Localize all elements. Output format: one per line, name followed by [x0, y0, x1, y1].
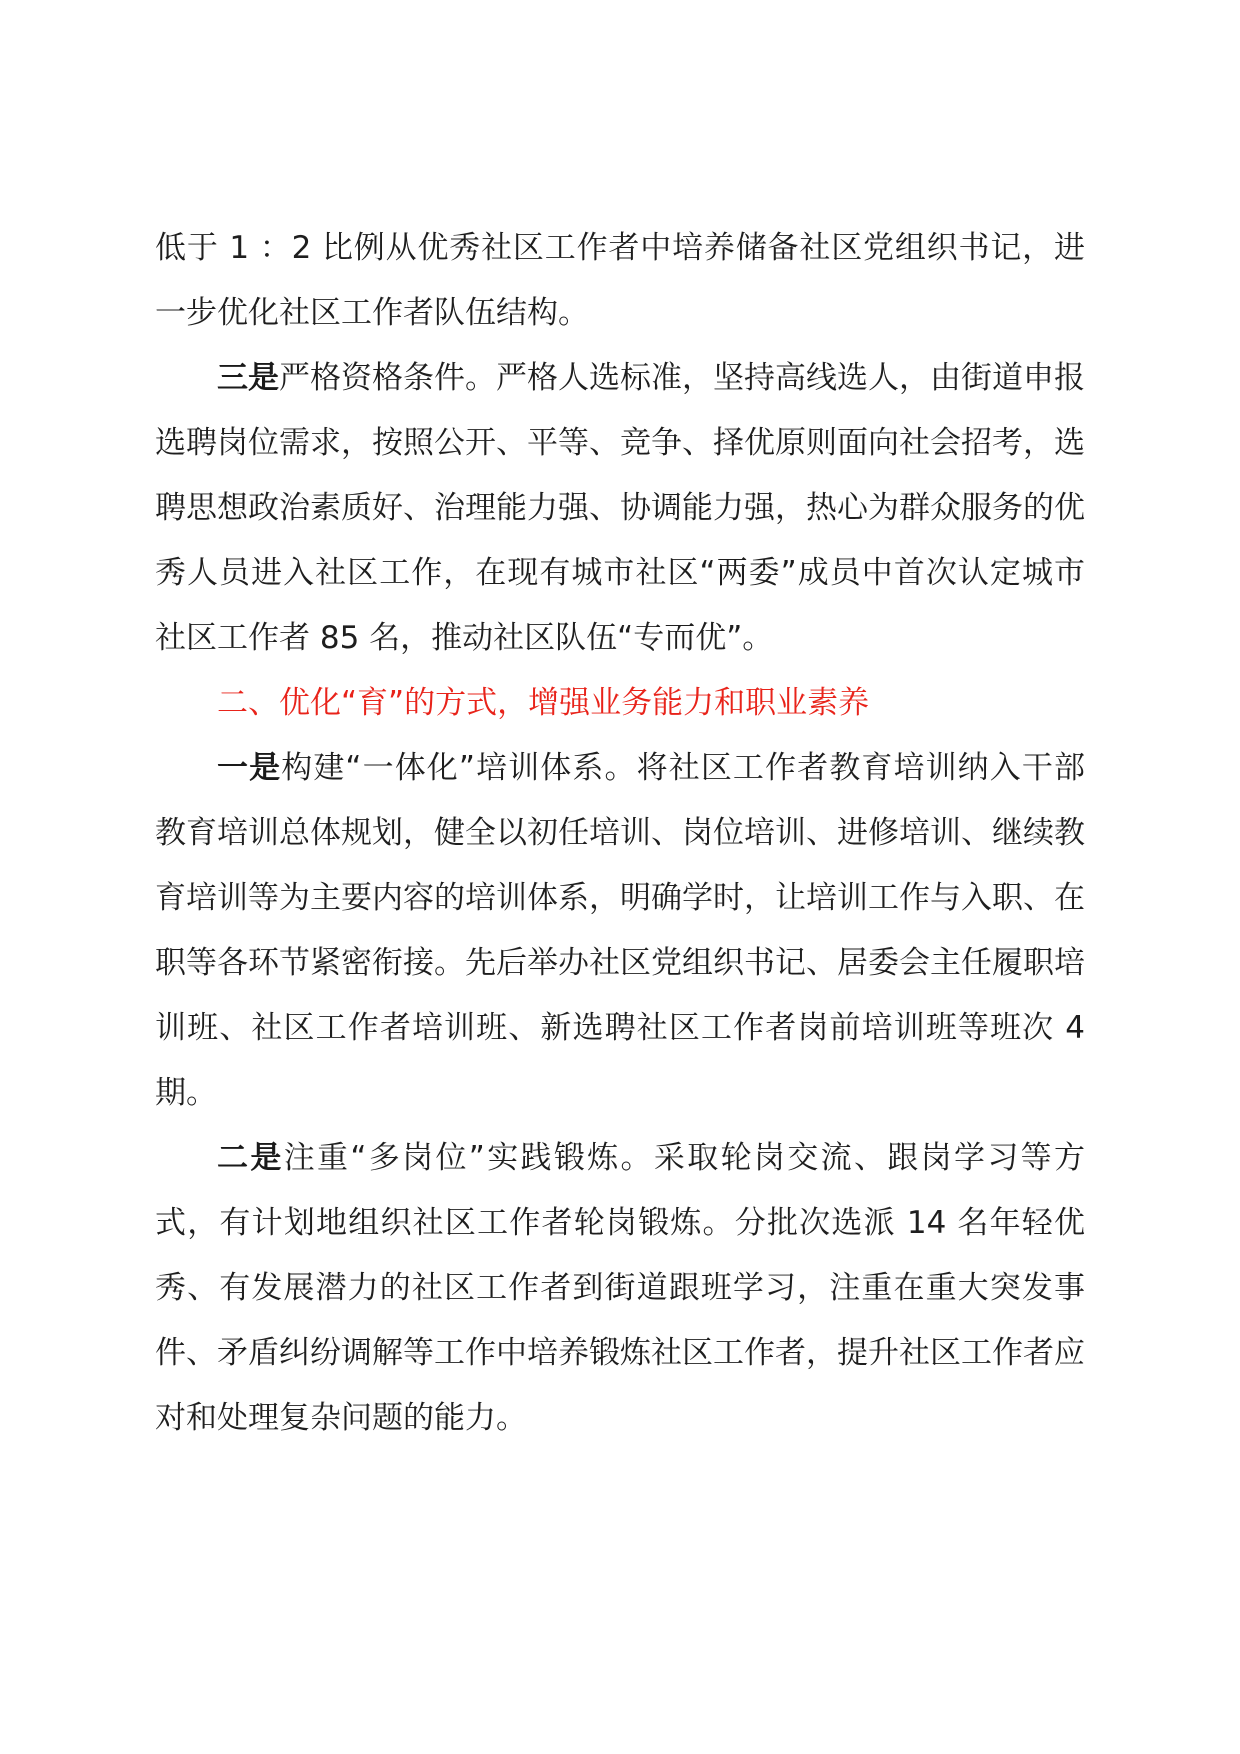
paragraph-lead: 三是 — [217, 360, 279, 396]
section-heading — [155, 671, 1085, 736]
document-body — [155, 216, 1085, 1451]
paragraph-lead: 一是 — [217, 750, 282, 786]
paragraph-text: 注重“多岗位”实践锻炼。采取轮岗交流、跟岗学习等方式，有计划地组织社区工作者轮岗锻炼。分批次选派 14 名年轻优秀、有发展潜力的社区工作者到街道跟班学习，注重在重大突发事件、矛盾纠纷调解等工作中培养锻炼社区工作者，提升社区工作者应对和处理复杂问题的能力。 — [155, 1140, 1085, 1436]
paragraph-point-three — [155, 346, 1085, 671]
section-heading-text: 二、优化“育”的方式，增强业务能力和职业素养 — [217, 685, 870, 721]
paragraph-continuation — [155, 216, 1085, 346]
paragraph-text: 低于 1 ：2 比例从优秀社区工作者中培养储备社区党组织书记，进一步优化社区工作者队伍结构。 — [155, 230, 1085, 331]
paragraph-lead: 二是 — [217, 1140, 284, 1176]
paragraph-text: 构建“一体化”培训体系。将社区工作者教育培训纳入干部教育培训总体规划，健全以初任培训、岗位培训、进修培训、继续教育培训等为主要内容的培训体系，明确学时，让培训工作与入职、在职等各环节紧密衔接。先后举办社区党组织书记、居委会主任履职培训班、社区工作者培训班、新选聘社区工作者岗前培训班等班次 4 期。 — [155, 750, 1085, 1111]
paragraph-point-two — [155, 1126, 1085, 1451]
paragraph-point-one — [155, 736, 1085, 1126]
paragraph-text: 严格资格条件。严格人选标准，坚持高线选人，由街道申报选聘岗位需求，按照公开、平等、竞争、择优原则面向社会招考，选聘思想政治素质好、治理能力强、协调能力强，热心为群众服务的优秀人员进入社区工作，在现有城市社区“两委”成员中首次认定城市社区工作者 85 名，推动社区队伍“专而优”。 — [155, 360, 1085, 656]
